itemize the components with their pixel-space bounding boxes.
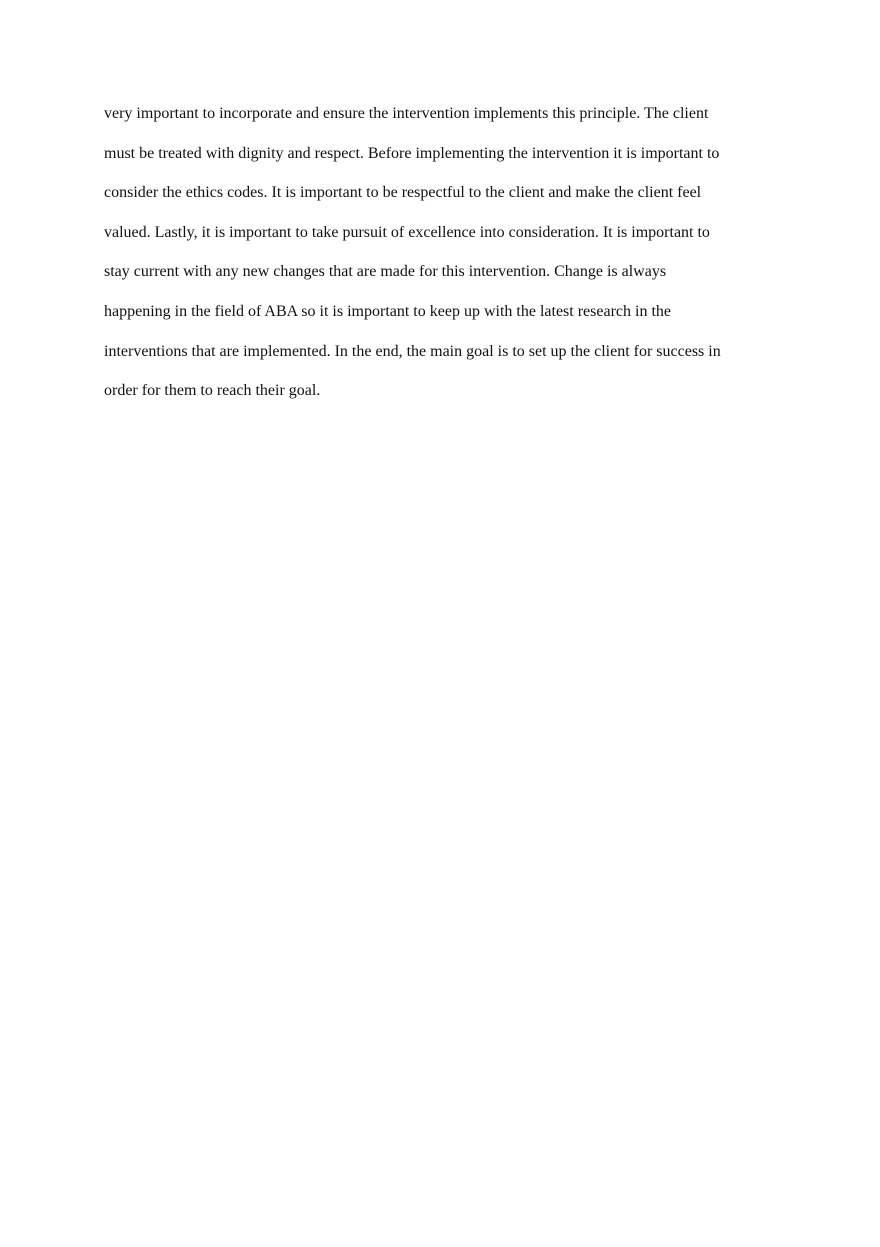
body-paragraph [104, 98, 804, 415]
paragraph-line: consider the ethics codes. It is important to be respectful to the client and make the client feel [104, 184, 702, 202]
paragraph-line: interventions that are implemented. In the end, the main goal is to set up the client for success in [104, 342, 721, 360]
paragraph-line: very important to incorporate and ensure the intervention implements this principle. The client [104, 105, 709, 122]
paragraph-line: valued. Lastly, it is important to take pursuit of excellence into consideration. It is important to [104, 223, 710, 241]
paragraph-line: happening in the field of ABA so it is important to keep up with the latest research in the [104, 302, 671, 320]
paragraph-line: must be treated with dignity and respect. Before implementing the intervention it is important to [104, 144, 720, 162]
paragraph-line: stay current with any new changes that are made for this intervention. Change is always [104, 263, 667, 281]
paragraph-line: order for them to reach their goal. [104, 382, 321, 400]
